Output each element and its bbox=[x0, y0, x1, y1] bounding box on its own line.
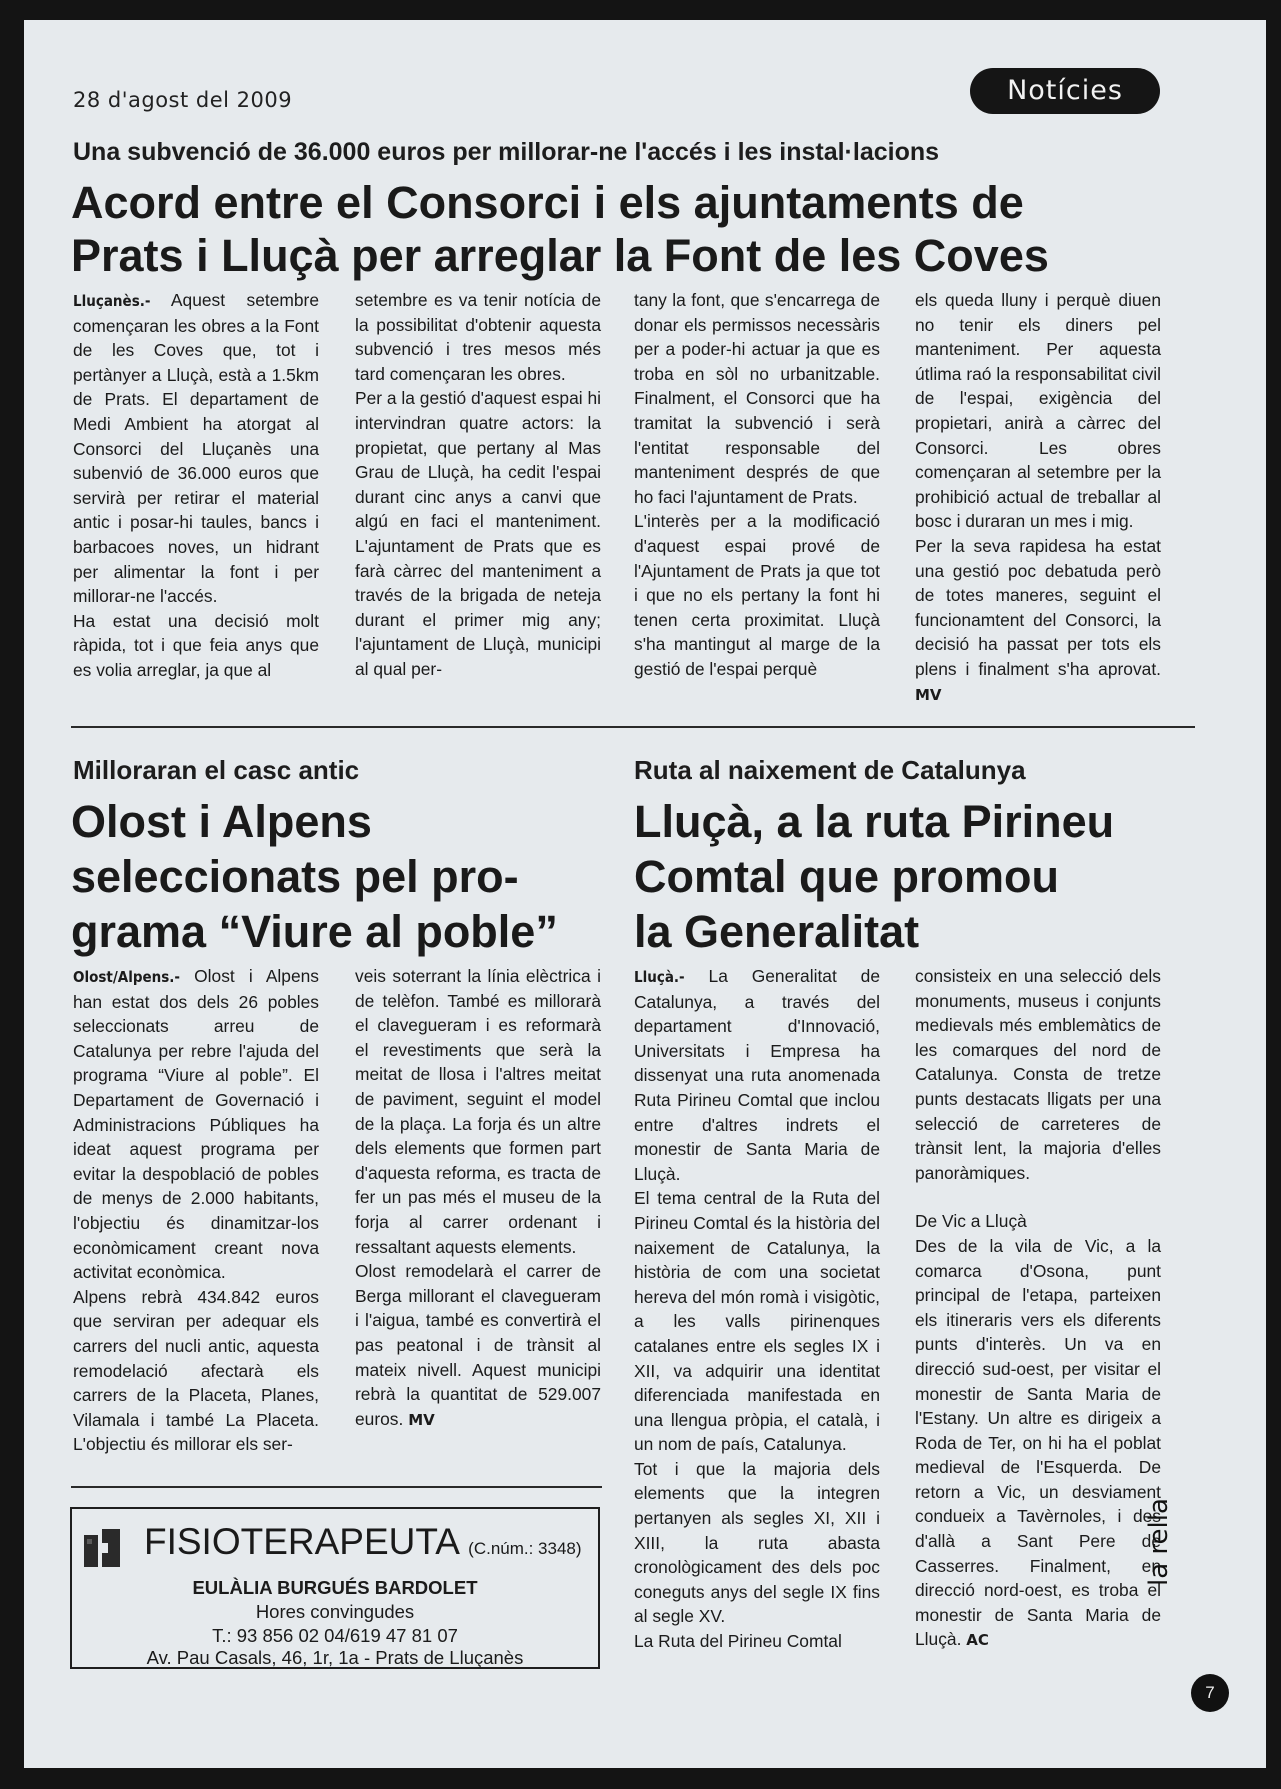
ad-registration-number: (C.núm.: 3348) bbox=[468, 1539, 582, 1558]
article1-signature: MV bbox=[915, 685, 942, 704]
article2-signature: MV bbox=[408, 1410, 435, 1429]
article1-col3-p2: L'interès per a la modificació d'aquest espai prové de l'Ajuntament de Prats ja que tot i que no els pertany la font hi tenen certa proximitat. Lluçà s'ha mantingut al marge de la gestió de l'espai perquè bbox=[634, 511, 880, 679]
divider-ad bbox=[71, 1486, 602, 1488]
article1-col4-p2: Per la seva rapidesa ha estat una gestió poc debatuda però de totes maneres, seguint el funcionamtent del Consorci, la decisió ha passat per tots els plens i finalment s'ha aprovat. bbox=[915, 535, 1161, 679]
article3-col2-p1: consisteix en una selecció dels monuments, museus i conjunts medievals més emblemàtics de les comarques del nord de Catalunya. Consta de tretze punts destacats lligats per una selecció de carreteres de trànsit lent, la majoria d'elles panoràmiques. bbox=[915, 966, 1161, 1183]
physio-ad bbox=[70, 1507, 600, 1669]
article3-place: Lluçà.- bbox=[634, 968, 685, 986]
article1-col4 bbox=[915, 288, 1161, 707]
article3-headline-line1: Lluçà, a la ruta Pirineu bbox=[634, 796, 1115, 847]
article1-col4-p1: els queda lluny i perquè diuen no tenir els diners pel manteniment. Per aquesta útlima raó la responsabilitat civil de l'espai, exigència del propietari, anirà a càrrec del Consorci. Les obres començaran al setembre per la prohibició actual de treballar al bosc i duraran un mes i mig. bbox=[915, 290, 1161, 532]
article2-col2-p1: veis soterrant la línia elèctrica i de telèfon. També es millorarà el clavegueram i es reformarà el revestiments que serà la meitat de llosa i l'altres meitat de paviment, seguint el model de la plaça. La forja és un altre dels elements que formen part d'aquesta reforma, es tracta de fer un pas més el museu de la forja al carrer ordenant i ressaltant aquests elements. bbox=[355, 966, 601, 1257]
article2-headline-line3: grama “Viure al poble” bbox=[71, 906, 558, 957]
article1-col3 bbox=[634, 288, 880, 682]
article3-headline-line2: Comtal que promou bbox=[634, 851, 1059, 902]
newspaper-page bbox=[24, 20, 1266, 1768]
article2-headline-line2: seleccionats pel pro- bbox=[71, 851, 519, 902]
article2-col2 bbox=[355, 964, 601, 1432]
article3-col1-p3: Tot i que la majoria dels elements que la integren pertanyen als segles XI, XII i XIII, la ruta abasta cronològicament des dels poc coneguts anys del segle IX fins al segle XV. bbox=[634, 1458, 880, 1627]
divider-top bbox=[71, 726, 1195, 728]
article2-col1-lead: Olost i Alpens han estat dos dels 26 pobles seleccionats arreu de Catalunya per rebre l'ajuda del programa “Viure al poble”. El Departament de Governació i Administracions Públiques ha ideat aquest programa per evitar la despoblació de pobles de menys de 2.000 habitants, l'objectiu és dinamitzar-los econòmicament creant nova activitat econòmica. bbox=[73, 966, 319, 1283]
article1-col1-p2: Ha estat una decisió molt ràpida, tot i que feia anys que es volia arreglar, ja que al bbox=[73, 610, 319, 680]
article3-subhead: De Vic a Lluçà bbox=[915, 1211, 1027, 1232]
article3-kicker: Ruta al naixement de Catalunya bbox=[634, 755, 1026, 785]
article1-col2-p1: setembre es va tenir notícia de la possibilitat d'obtenir aquesta subvenció i tres mesos més tard començaran les obres. bbox=[355, 290, 601, 384]
article3-col1-p4: La Ruta del Pirineu Comtal bbox=[634, 1631, 842, 1652]
article2-headline-line1: Olost i Alpens bbox=[71, 796, 372, 847]
article3-headline-line3: la Generalitat bbox=[634, 906, 920, 957]
article3-col2 bbox=[915, 964, 1161, 1653]
ad-title-text: FISIOTERAPEUTA bbox=[144, 1521, 458, 1562]
article1-col3-p1: tany la font, que s'encarrega de donar els permissos necessàris per a poder-hi actuar ja que es troba en sòl no urbanitzable. Finalment, el Consorci que ha tramitat la subvenció i serà l'entitat responsable del manteniment després de que ho faci l'ajuntament de Prats. bbox=[634, 290, 880, 507]
physio-logo-icon bbox=[84, 1529, 120, 1569]
article3-col2-p2: Des de la vila de Vic, a la comarca d'Osona, punt principal de l'etapa, parteixen els itineraris vers els diferents punts d'interès. Un va en direcció sud-oest, per visitar el monestir de Santa Maria de l'Estany. Un altre es dirigeix a Roda de Ter, on hi ha el poblat medieval de l'Esquerda. De retorn a Vic, un desviament condueix a Tavèrnoles, i des d'allà a Sant Pere de Casserres. Finalment, en direcció nord-oest, es troba el monestir de Santa Maria de Lluçà. bbox=[915, 1235, 1161, 1650]
article2-place: Olost/Alpens.- bbox=[73, 968, 181, 986]
ad-name: EULÀLIA BURGUÉS BARDOLET bbox=[192, 1577, 478, 1598]
issue-date: 28 d'agost del 2009 bbox=[73, 88, 293, 112]
article1-col2-p2: Per a la gestió d'aquest espai hi intervindran quatre actors: la propietat, que pertany al Mas Grau de Lluçà, ha cedit l'espai durant cinc anys a canvi que algú en faci el manteniment. L'ajuntament de Prats que es farà càrrec del manteniment a través de la brigada de neteja durant el primer mig any; l'ajuntament de Lluçà, municipi al qual per- bbox=[355, 388, 601, 679]
ad-title bbox=[144, 1521, 582, 1563]
section-badge: Notícies bbox=[970, 68, 1160, 114]
article3-col1-lead: La Generalitat de Catalunya, a través del departament d'Innovació, Universitats i Empresa ha dissenyat una ruta anomenada Ruta Pirineu Comtal que inclou entre d'altres indrets el monestir de Santa Maria de Lluçà. bbox=[634, 966, 880, 1184]
ad-hours: Hores convingudes bbox=[255, 1601, 415, 1622]
article3-headline bbox=[634, 794, 1114, 959]
article1-kicker: Una subvenció de 36.000 euros per millorar-ne l'accés i les instal·lacions bbox=[73, 138, 940, 166]
article1-col1-lead: Aquest setembre començaran les obres a la Font de les Coves que, tot i pertànyer a Lluçà, està a 1.5km de Prats. El departament de Medi Ambient ha atorgat al Consorci del Lluçanès una subenvió de 36.000 euros que servirà per retirar el material antic i posar-hi taules, bancs i barbacoes noves, un hidrant per alimentar la font i per millorar-ne l'accés. bbox=[73, 290, 319, 607]
article2-headline bbox=[71, 794, 558, 959]
article1-col1 bbox=[73, 288, 319, 683]
article1-headline bbox=[71, 176, 1049, 282]
article3-col1 bbox=[634, 964, 880, 1654]
article1-headline-line1: Acord entre el Consorci i els ajuntaments de bbox=[71, 177, 1024, 228]
article2-kicker: Milloraran el casc antic bbox=[73, 755, 360, 785]
page-number: 7 bbox=[1191, 1674, 1229, 1712]
ad-phone: T.: 93 856 02 04/619 47 81 07 bbox=[212, 1625, 458, 1646]
article2-col1-p2: Alpens rebrà 434.842 euros que serviran per adequar els carrers del nucli antic, aquesta remodelació afectarà els carrers de la Placeta, Planes, Vilamala i també La Placeta. L'objectiu és millorar els ser- bbox=[73, 1286, 319, 1455]
publication-name: la rella bbox=[1144, 1498, 1174, 1586]
article1-col2 bbox=[355, 288, 601, 682]
article1-place: Lluçanès.- bbox=[73, 292, 151, 310]
ad-address: Av. Pau Casals, 46, 1r, 1a - Prats de Lluçanès bbox=[146, 1647, 524, 1668]
article2-col2-p2: Olost remodelarà el carrer de Berga millorant el clavegueram i l'aigua, també es convertirà el pas peatonal i de trànsit al mateix nivell. Aquest municipi rebrà la quantitat de 529.007 euros. bbox=[355, 1261, 601, 1429]
article1-headline-line2: Prats i Lluçà per arreglar la Font de les Coves bbox=[71, 230, 1049, 282]
article2-col1 bbox=[73, 964, 319, 1457]
article3-col1-p2: El tema central de la Ruta del Pirineu Comtal és la història del naixement de Catalunya, la història de com una societat hereva del món romà i visigòtic, a les valls pirinenques catalanes entre els segles IX i XII, va adquirir una identitat diferenciada manifestada en una llengua pròpia, el català, i un nom de país, Catalunya. bbox=[634, 1188, 880, 1455]
article3-signature: AC bbox=[966, 1631, 989, 1650]
